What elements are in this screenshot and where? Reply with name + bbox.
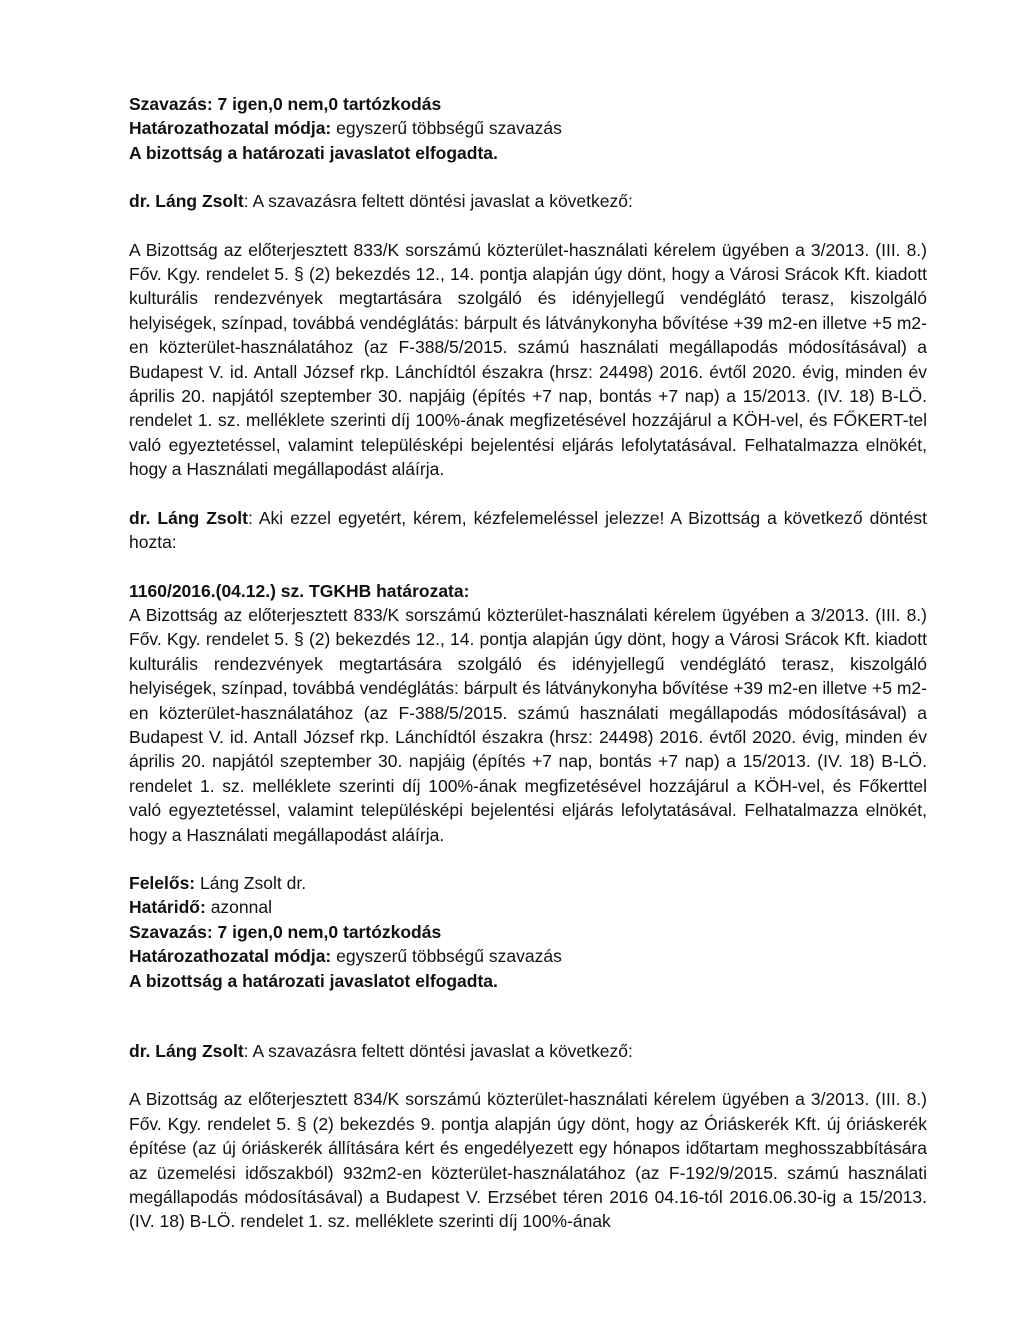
speaker-statement-2 <box>129 506 927 555</box>
accepted-statement: A bizottság a határozati javaslatot elfogadta. <box>129 970 498 991</box>
decision-footer <box>129 871 927 993</box>
decision-mode-label: Határozathozatal módja: <box>129 118 332 139</box>
speaker-title: dr. <box>129 191 151 212</box>
decision-mode-value: egyszerű többségű szavazás <box>336 118 562 139</box>
proposal-paragraph-1: A Bizottság az előterjesztett 833/K sorszámú közterület-használati kérelem ügyében a 3/2013. (III. 8.) Főv. Kgy. rendelet 5. § (2) bekezdés 12., 14. pontja alapján úgy dönt, hogy a Városi Srácok Kft. kiadott kulturális rendezvények megtartására szolgáló és idényjellegű vendéglátó terasz, kiszolgáló helyiségek, színpad, továbbá vendéglátás: bárpult és látványkonyha bővítése +39 m2-en illetve +5 m2-en közterület-használatához (az F-388/5/2015. számú használati megállapodás módosításával) a Budapest V. id. Antall József rkp. Lánchídtól északra (hrsz: 24498) 2016. évtől 2020. évig, minden év április 20. napjától szeptember 30. napjáig (építés +7 nap, bontás +7 nap) a 15/2013. (IV. 18) B-LÖ. rendelet 1. sz. melléklete szerinti díj 100%-ának megfizetésével hozzájárul a KÖH-vel, és FŐKERT-tel való egyeztetéssel, valamint településképi bejelentési eljárás lefolytatásával. Felhatalmazza elnökét, hogy a Használati megállapodást aláírja. <box>129 239 927 480</box>
decision-mode-value: egyszerű többségű szavazás <box>336 946 562 967</box>
deadline-label: Határidő: <box>129 897 206 918</box>
speaker-name: Láng Zsolt <box>155 1041 244 1061</box>
speaker-text: : A szavazásra feltett döntési javaslat a következő: <box>243 1041 633 1061</box>
deadline-value: azonnal <box>210 897 272 918</box>
speaker-name: Láng Zsolt <box>155 191 244 212</box>
decision-title: TGKHB határozata: <box>309 580 470 601</box>
responsible-label: Felelős: <box>129 872 196 893</box>
accepted-statement: A bizottság a határozati javaslatot elfogadta. <box>129 142 498 163</box>
proposal-paragraph-2: A Bizottság az előterjesztett 834/K sorszámú közterület-használati kérelem ügyében a 3/2013. (III. 8.) Főv. Kgy. rendelet 5. § (2) bekezdés 9. pontja alapján úgy dönt, hogy az Óriáskerék Kft. új óriáskerék építése (az új óriáskerék állítására kért és engedélyezett egy hónapos időtartam meghosszabbítására az üzemelési időszakból) 932m2-en közterület-használatához (az F-192/9/2015. számú használati megállapodás módosításával) a Budapest V. Erzsébet téren 2016 04.16-tól 2016.06.30-ig a 15/2013. (IV. 18) B-LÖ. rendelet 1. sz. melléklete szerinti díj 100%-ának <box>129 1089 927 1232</box>
decision-mode-line <box>129 116 927 140</box>
responsible-line <box>129 871 927 895</box>
speaker-title: dr. <box>129 507 151 528</box>
deadline-line <box>129 895 927 919</box>
decision-mode-label: Határozathozatal módja: <box>129 946 332 967</box>
decision-mode-line <box>129 944 927 968</box>
decision-paragraph: A Bizottság az előterjesztett 833/K sorszámú közterület-használati kérelem ügyében a 3/2013. (III. 8.) Főv. Kgy. rendelet 5. § (2) bekezdés 12., 14. pontja alapján úgy dönt, hogy a Városi Srácok Kft. kiadott kulturális rendezvények megtartására szolgáló és idényjellegű vendéglátó terasz, kiszolgáló helyiségek, színpad, továbbá vendéglátás: bárpult és látványkonyha bővítése +39 m2-en illetve +5 m2-en közterület-használatához (az F-388/5/2015. számú használati megállapodás módosításával) a Budapest V. id. Antall József rkp. Lánchídtól északra (hrsz: 24498) 2016. évtől 2020. évig, minden év április 20. napjától szeptember 30. napjáig (építés +7 nap, bontás +7 nap) a 15/2013. (IV. 18) B-LÖ. rendelet 1. sz. melléklete szerinti díj 100%-ának megfizetésével hozzájárul a KÖH-vel, és Főkerttel való egyeztetéssel, valamint településképi bejelentési eljárás lefolytatásával. Felhatalmazza elnökét, hogy a Használati megállapodást aláírja. <box>129 604 927 845</box>
speaker-text: : A szavazásra feltett döntési javaslat a következő: <box>243 191 633 212</box>
speaker-text: : Aki ezzel egyetért, kérem, kézfelemeléssel jelezze! A Bizottság a következő döntést hozta: <box>129 507 927 553</box>
decision-number: 1160/2016.(04.12.) sz. <box>129 580 305 601</box>
vote-result-line: Szavazás: 7 igen,0 nem,0 tartózkodás <box>129 921 442 942</box>
document-page <box>129 92 927 1234</box>
responsible-value: Láng Zsolt dr. <box>200 872 307 893</box>
decision-heading <box>129 579 927 603</box>
speaker-name: Láng Zsolt <box>157 507 248 528</box>
vote-result-line: Szavazás: 7 igen,0 nem,0 tartózkodás <box>129 94 442 114</box>
speaker-statement-1 <box>129 189 927 213</box>
speaker-title: dr. <box>129 1041 151 1061</box>
vote-block-1 <box>129 92 927 165</box>
speaker-statement-3 <box>129 1039 927 1063</box>
